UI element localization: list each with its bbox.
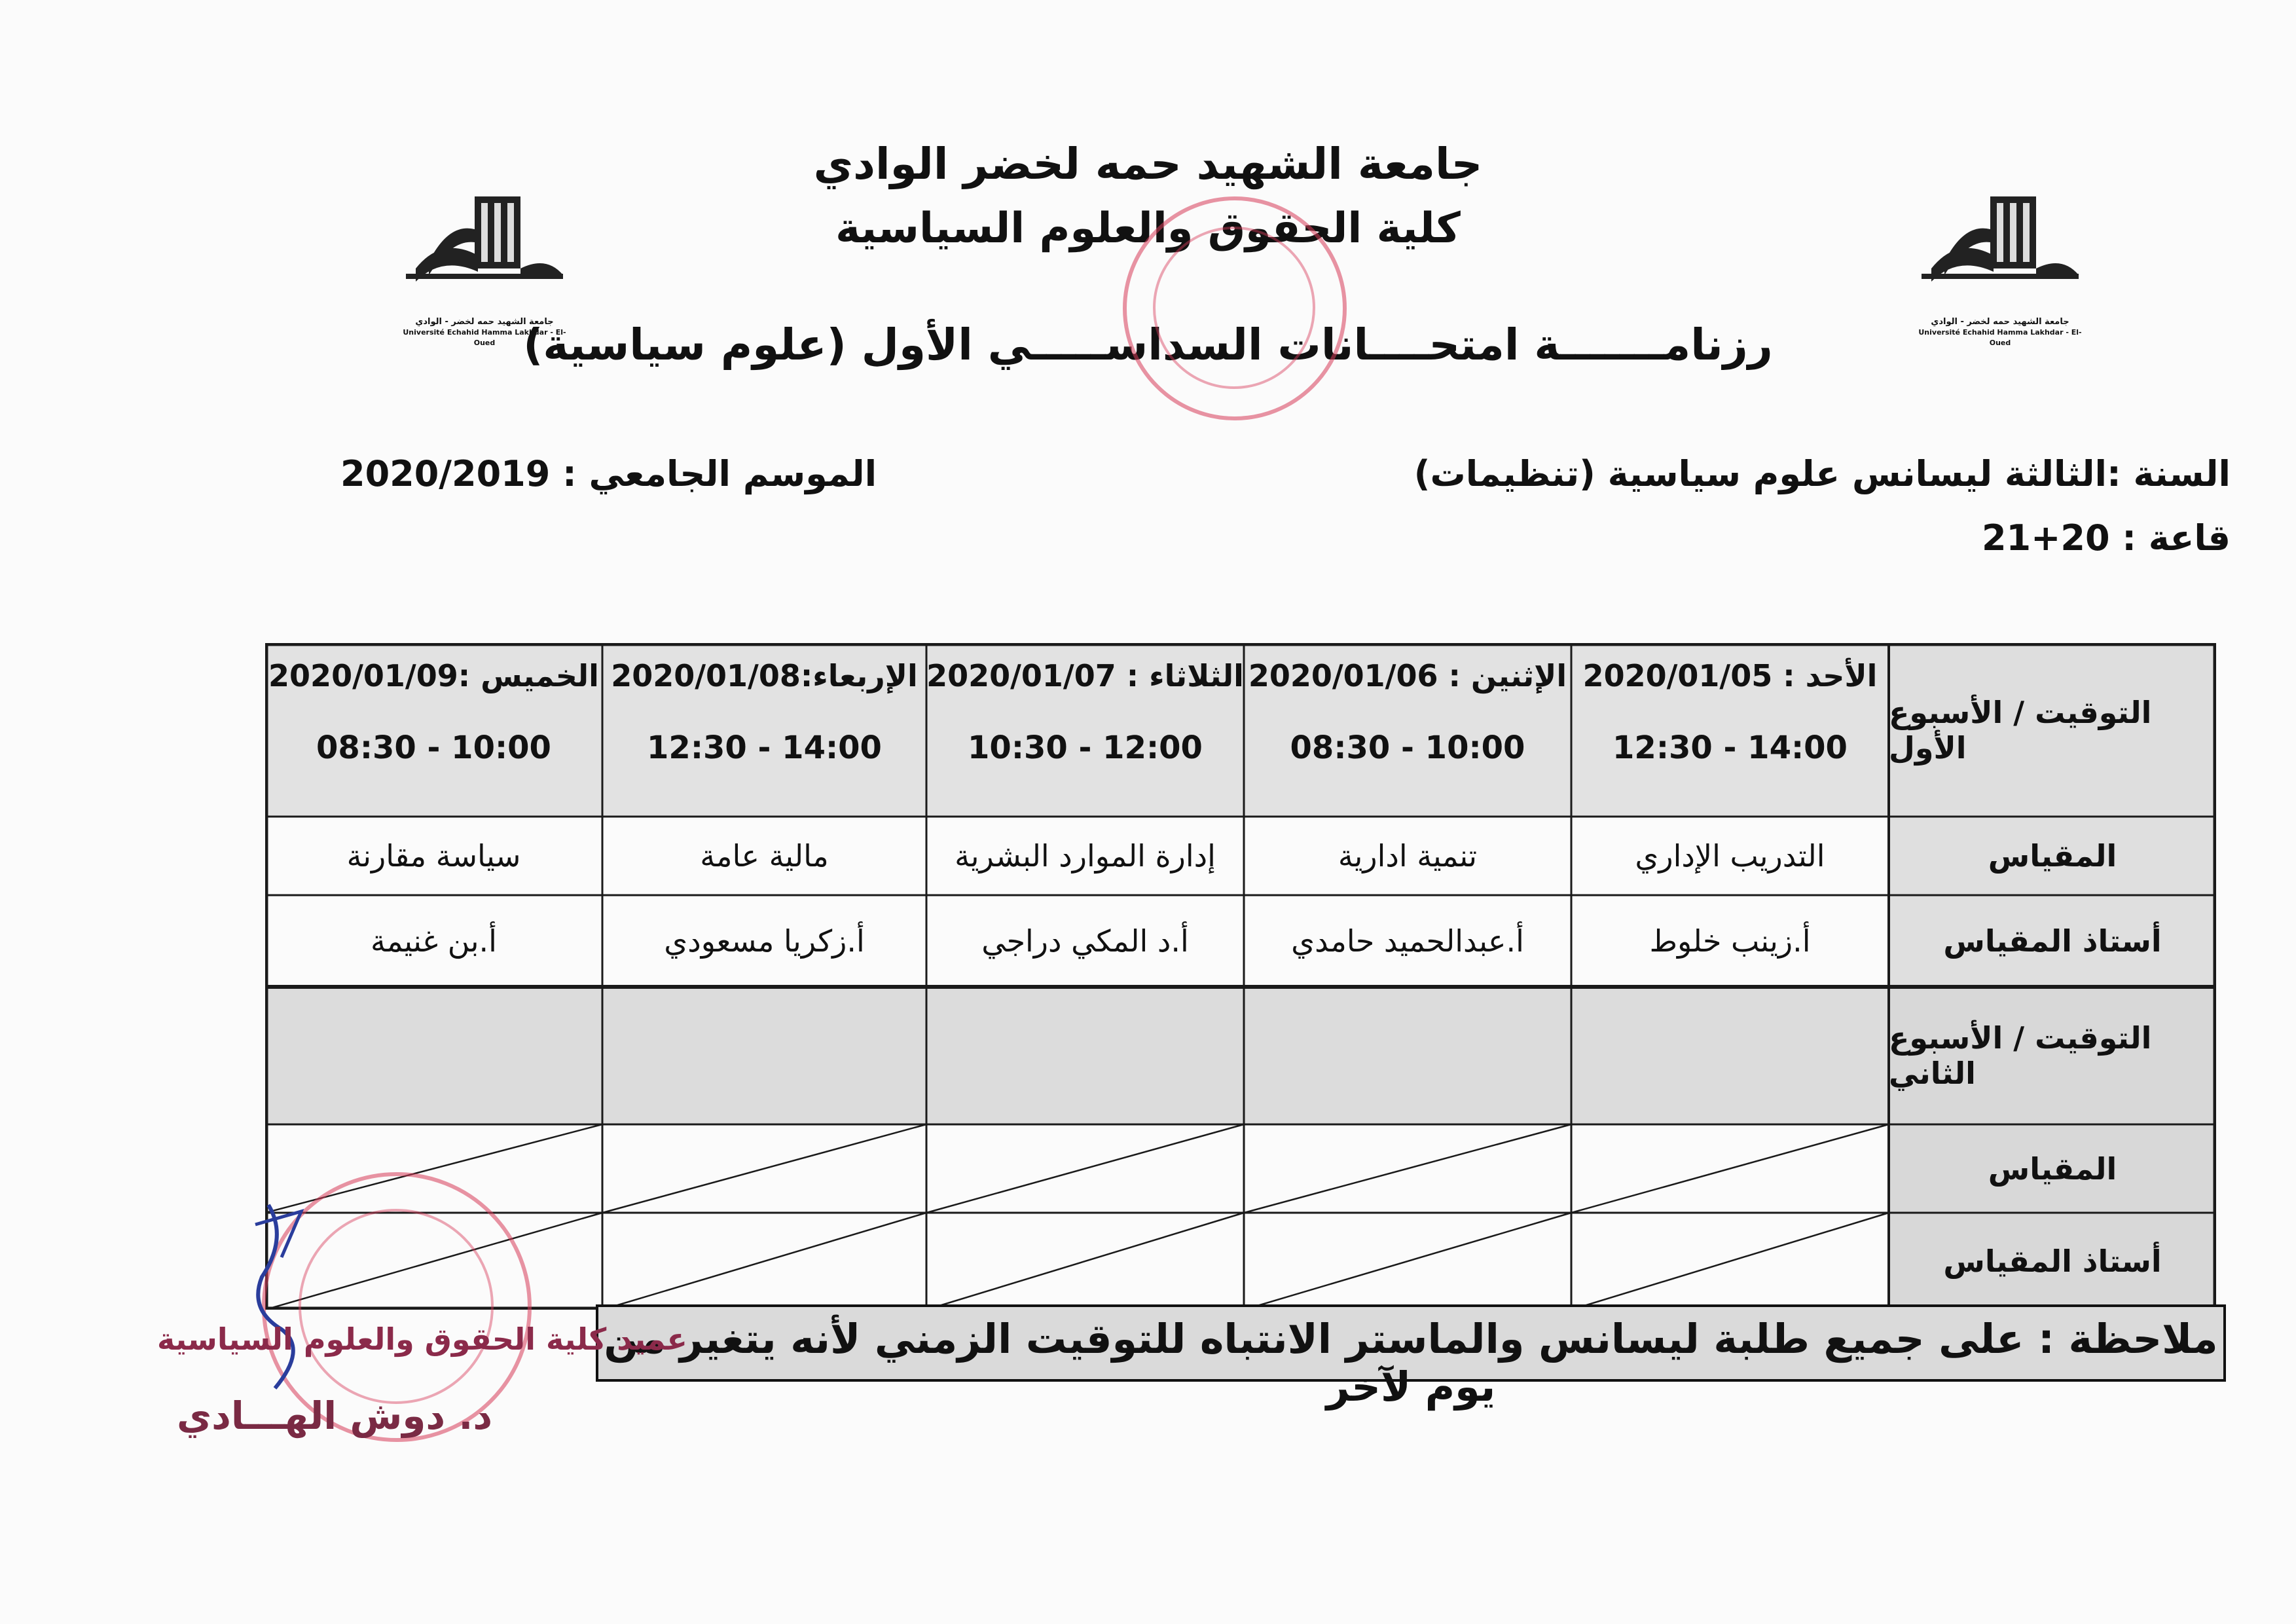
professor-name: أ.زينب خلوط — [1649, 923, 1811, 959]
exam-time: 10:30 - 12:00 — [968, 729, 1203, 766]
exam-time: 08:30 - 10:00 — [316, 729, 551, 766]
day-header: الإربعاء:2020/01/08 — [611, 658, 918, 693]
day-header: الإثنين : 2020/01/06 — [1248, 658, 1567, 693]
page-title: رزنامـــــــة امتحــــانات السداســـــي الأول (علوم سياسية) — [523, 320, 1773, 370]
note-text: ملاحظة : على جميع طلبة ليسانس والماستر الانتباه للتوقيت الزمني لأنه يتغير من يوم لآخر — [604, 1315, 2218, 1411]
university-logo-right: جامعة الشهيد حمه لخضر - الوادي Université Echahid Hamma Lakhdar - El-Oued — [1918, 183, 2082, 348]
university-logo-left: جامعة الشهيد حمه لخضر - الوادي Université Echahid Hamma Lakhdar - El-Oued — [403, 183, 566, 348]
row-label-week2-time: التوقيت / الأسبوع الثاني — [1889, 1020, 2152, 1091]
faculty-name: كلية الحقوق والعلوم السياسية — [835, 204, 1461, 253]
hall-label: قاعة : 20+21 — [1981, 517, 2231, 559]
university-name: جامعة الشهيد حمه لخضر الوادي — [813, 139, 1483, 189]
exam-time: 08:30 - 10:00 — [1290, 729, 1525, 766]
official-stamp — [1123, 196, 1347, 420]
professor-name: أ.عبدالحميد حامدي — [1291, 923, 1524, 959]
season-label: الموسم الجامعي : 2020/2019 — [340, 453, 877, 494]
exam-schedule-table — [265, 643, 2216, 1310]
exam-time: 12:30 - 14:00 — [647, 729, 882, 766]
module-name: سياسة مقارنة — [346, 838, 521, 874]
module-name: إدارة الموارد البشرية — [955, 838, 1216, 874]
day-header: الخميس :2020/01/09 — [268, 658, 599, 693]
signature-name: د. دوش الهـــادي — [177, 1393, 493, 1438]
table-grid — [265, 643, 2216, 1310]
day-header: الثلاثاء : 2020/01/07 — [926, 658, 1244, 693]
row-label-module-week2: المقياس — [1988, 1151, 2117, 1187]
professor-name: أ.د المكي دراجي — [981, 923, 1189, 959]
year-label: السنة :الثالثة ليسانس علوم سياسية (تنظيمات) — [1413, 453, 2231, 494]
row-label-week1-time: التوقيت / الأسبوع الأول — [1889, 694, 2152, 766]
module-name: التدريب الإداري — [1635, 838, 1825, 874]
module-name: مالية عامة — [700, 838, 829, 874]
exam-time: 12:30 - 14:00 — [1613, 729, 1848, 766]
professor-name: أ.بن غنيمة — [371, 923, 497, 959]
row-label-module: المقياس — [1988, 838, 2117, 874]
signature-scribble — [242, 1198, 347, 1401]
row-label-professor-week2: أستاذ المقياس — [1943, 1244, 2162, 1279]
signature-title: عميد كلية الحقوق والعلوم السياسية — [157, 1321, 687, 1357]
module-name: تنمية ادارية — [1338, 838, 1478, 874]
row-label-professor: أستاذ المقياس — [1943, 923, 2162, 959]
professor-name: أ.زكريا مسعودي — [664, 923, 865, 959]
day-header: الأحد : 2020/01/05 — [1582, 658, 1878, 693]
